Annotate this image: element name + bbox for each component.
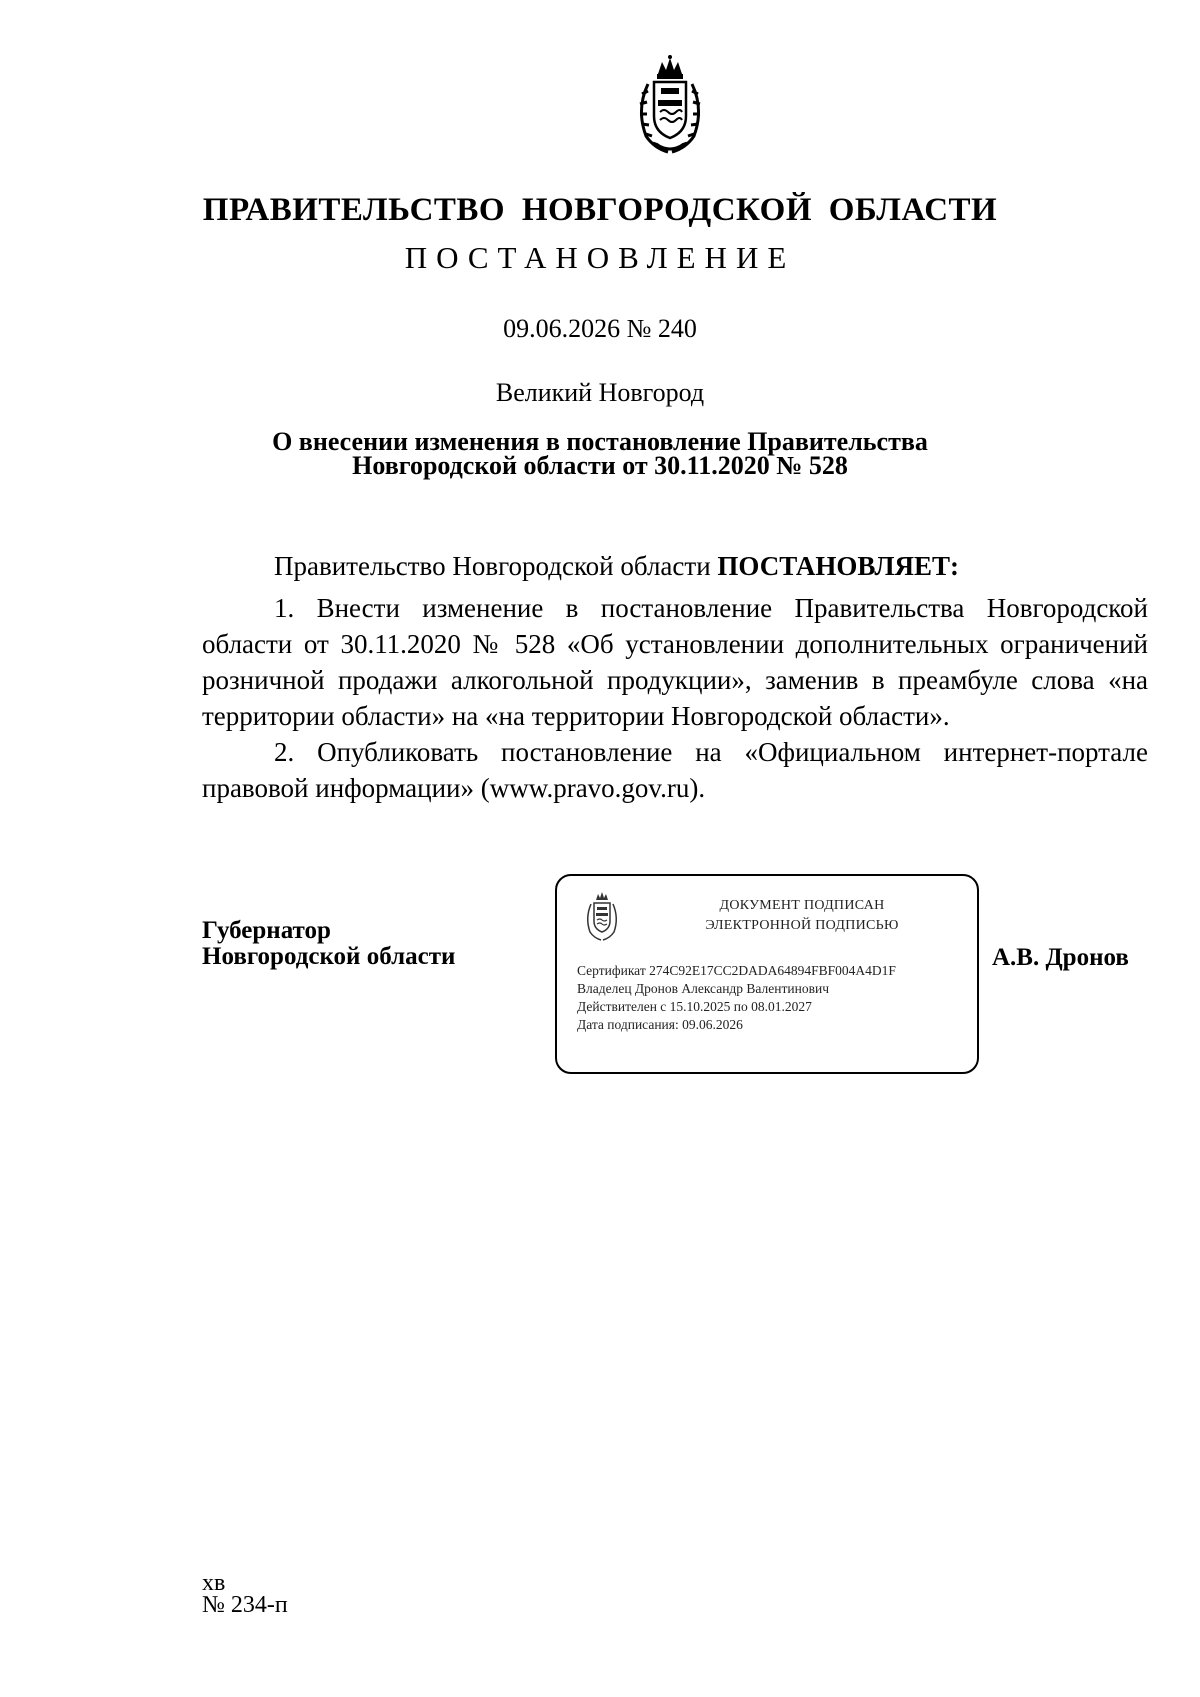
subject-line-2: Новгородской области от 30.11.2020 № 528 bbox=[352, 451, 848, 480]
signatory-position-line-2: Новгородской области bbox=[202, 943, 456, 970]
stamp-owner: Владелец Дронов Александр Валентинович bbox=[577, 981, 829, 996]
signer-name: А.В. Дронов bbox=[992, 944, 1129, 971]
stamp-title-line-2: ЭЛЕКТРОННОЙ ПОДПИСЬЮ bbox=[705, 918, 899, 933]
preamble bbox=[202, 548, 1148, 584]
document-date-number: 09.06.2026 № 240 bbox=[503, 314, 697, 343]
decree-word: ПОСТАНОВЛЯЕТ: bbox=[717, 551, 959, 581]
stamp-certificate: Сертификат 274C92E17CC2DADA64894FBF004A4D1F bbox=[577, 963, 896, 978]
clause-1: 1. Внести изменение в постановление Правительства Новгородской области от 30.11.2020 № 528 «Об установлении дополнительных ограничений розничной продажи алкогольной продукции», заменив в преамбуле слова «на территории области» на «на территории Новгородской области». bbox=[202, 593, 1148, 731]
footer-reference: № 234-п bbox=[202, 1592, 288, 1618]
stamp-validity: Действителен с 15.10.2025 по 08.01.2027 bbox=[577, 999, 812, 1014]
document-type: ПОСТАНОВЛЕНИЕ bbox=[404, 240, 796, 275]
coat-of-arms-icon bbox=[581, 890, 623, 944]
coat-of-arms-icon bbox=[628, 54, 712, 158]
stamp-details bbox=[577, 962, 896, 1034]
signatory-position bbox=[202, 918, 455, 970]
document-subject bbox=[0, 427, 1200, 480]
government-title: ПРАВИТЕЛЬСТВО НОВГОРОДСКОЙ ОБЛАСТИ bbox=[202, 192, 998, 228]
electronic-signature-stamp bbox=[555, 874, 979, 1074]
stamp-title bbox=[647, 896, 957, 936]
subject-line-1: О внесении изменения в постановление Правительства bbox=[272, 427, 928, 456]
clause-2: 2. Опубликовать постановление на «Официальном интернет-портале правовой информации» (www.pravo.gov.ru). bbox=[202, 737, 1148, 803]
document-footer bbox=[202, 1572, 288, 1616]
stamp-signed-date: Дата подписания: 09.06.2026 bbox=[577, 1017, 743, 1032]
signatory-position-line-1: Губернатор bbox=[202, 917, 331, 944]
document-city: Великий Новгород bbox=[495, 378, 705, 407]
footer-initials: хв bbox=[202, 1570, 226, 1596]
preamble-text: Правительство Новгородской области bbox=[274, 551, 718, 581]
document-body bbox=[202, 548, 1148, 806]
stamp-title-line-1: ДОКУМЕНТ ПОДПИСАН bbox=[719, 898, 885, 913]
